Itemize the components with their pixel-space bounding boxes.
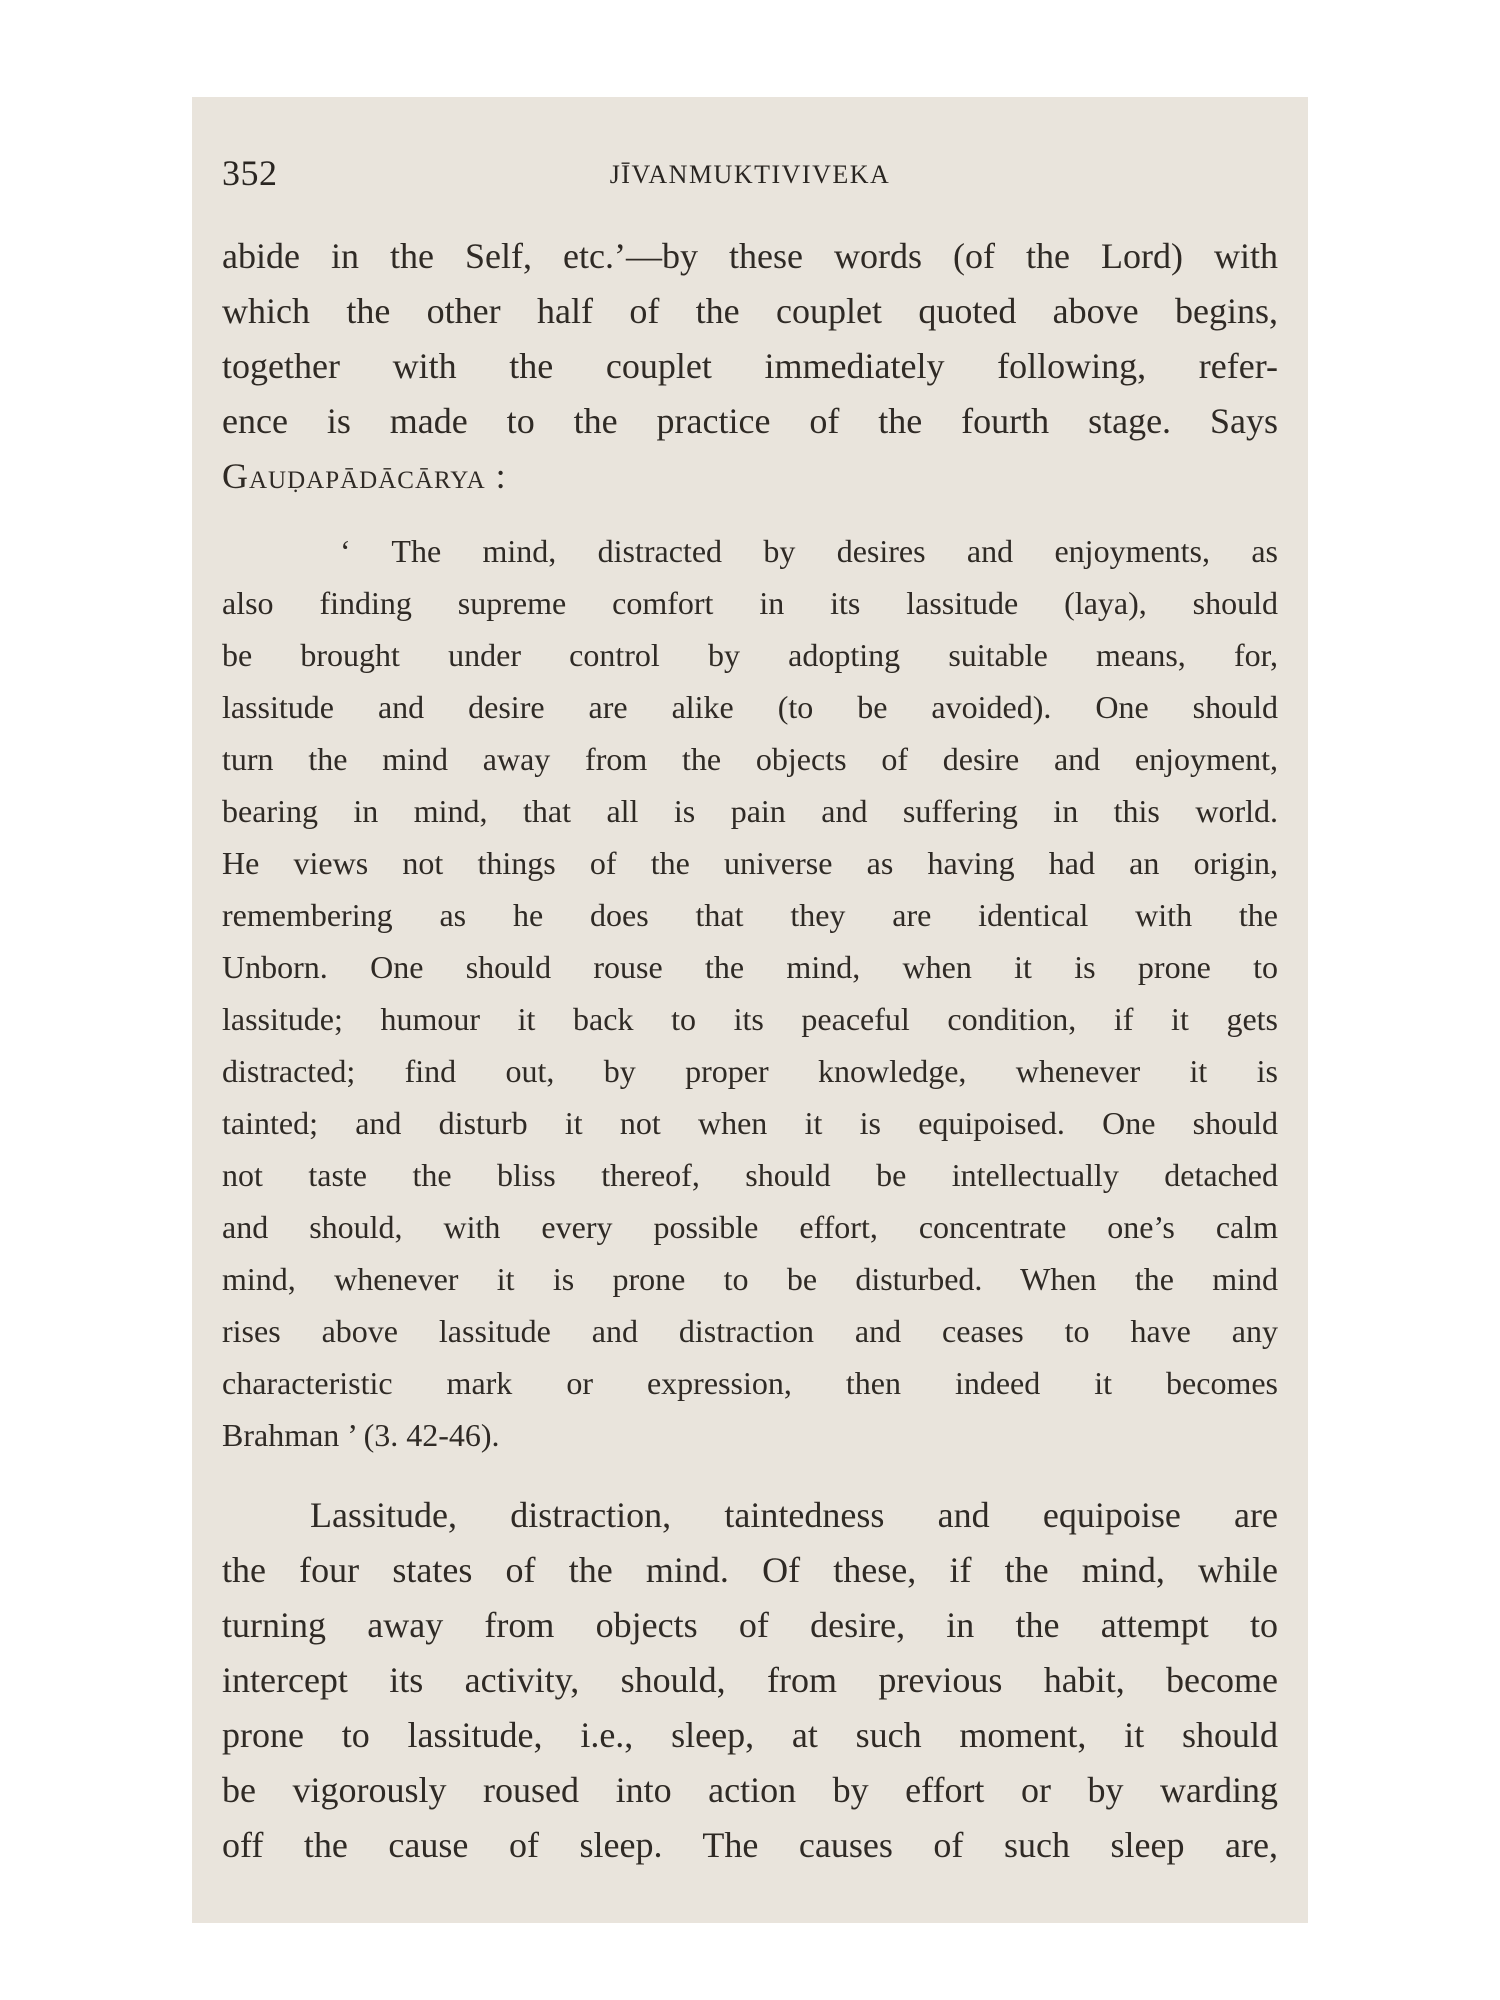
text-line: distracted; find out, by proper knowledge, whenever it is (222, 1053, 1278, 1089)
text-line: mind, whenever it is prone to be disturbed. When the mind (222, 1261, 1278, 1297)
block-quotation (222, 525, 1278, 1461)
text-line: not taste the bliss thereof, should be intellectually detached (222, 1157, 1278, 1193)
paragraph-intro (222, 229, 1278, 504)
text-line: Lassitude, distraction, taintedness and equipoise are (310, 1495, 1278, 1535)
running-head: JĪVANMUKTIVIVEKA (609, 160, 891, 189)
text-line: abide in the Self, etc.’—by these words (of the Lord) with (222, 236, 1278, 276)
page-header (222, 152, 1278, 202)
text-line: ‘ The mind, distracted by desires and enjoyments, as (340, 533, 1278, 569)
text-line: rises above lassitude and distraction and ceases to have any (222, 1313, 1278, 1349)
page-number: 352 (222, 153, 278, 193)
text-line: be vigorously roused into action by effort or by warding (222, 1770, 1278, 1810)
text-line: prone to lassitude, i.e., sleep, at such moment, it should (222, 1715, 1278, 1755)
text-line: Unborn. One should rouse the mind, when it is prone to (222, 949, 1278, 985)
text-line: also finding supreme comfort in its lassitude (laya), should (222, 585, 1278, 621)
text-line: together with the couplet immediately following, refer- (222, 346, 1278, 386)
text-line: and should, with every possible effort, concentrate one’s calm (222, 1209, 1278, 1245)
text-line: off the cause of sleep. The causes of such sleep are, (222, 1825, 1278, 1865)
text-line: be brought under control by adopting suitable means, for, (222, 637, 1278, 673)
text-line: lassitude; humour it back to its peaceful condition, if it gets (222, 1001, 1278, 1037)
text-line: ence is made to the practice of the fourth stage. Says (222, 401, 1278, 441)
text-line: the four states of the mind. Of these, if the mind, while (222, 1550, 1278, 1590)
text-line: which the other half of the couplet quoted above begins, (222, 291, 1278, 331)
text-line: tainted; and disturb it not when it is equipoised. One should (222, 1105, 1278, 1141)
text-line: lassitude and desire are alike (to be avoided). One should (222, 689, 1278, 725)
book-page (192, 97, 1308, 1923)
text-line: turn the mind away from the objects of desire and enjoyment, (222, 741, 1278, 777)
paragraph-commentary (222, 1488, 1278, 1873)
text-line: Brahman ’ (3. 42-46). (222, 1417, 500, 1453)
text-line: He views not things of the universe as having had an origin, (222, 845, 1278, 881)
text-line: characteristic mark or expression, then indeed it becomes (222, 1365, 1278, 1401)
text-line: intercept its activity, should, from previous habit, become (222, 1660, 1278, 1700)
text-line: turning away from objects of desire, in the attempt to (222, 1605, 1278, 1645)
author-name: Gauḍapādācārya : (222, 456, 507, 496)
text-line: remembering as he does that they are identical with the (222, 897, 1278, 933)
text-line: bearing in mind, that all is pain and suffering in this world. (222, 793, 1278, 829)
